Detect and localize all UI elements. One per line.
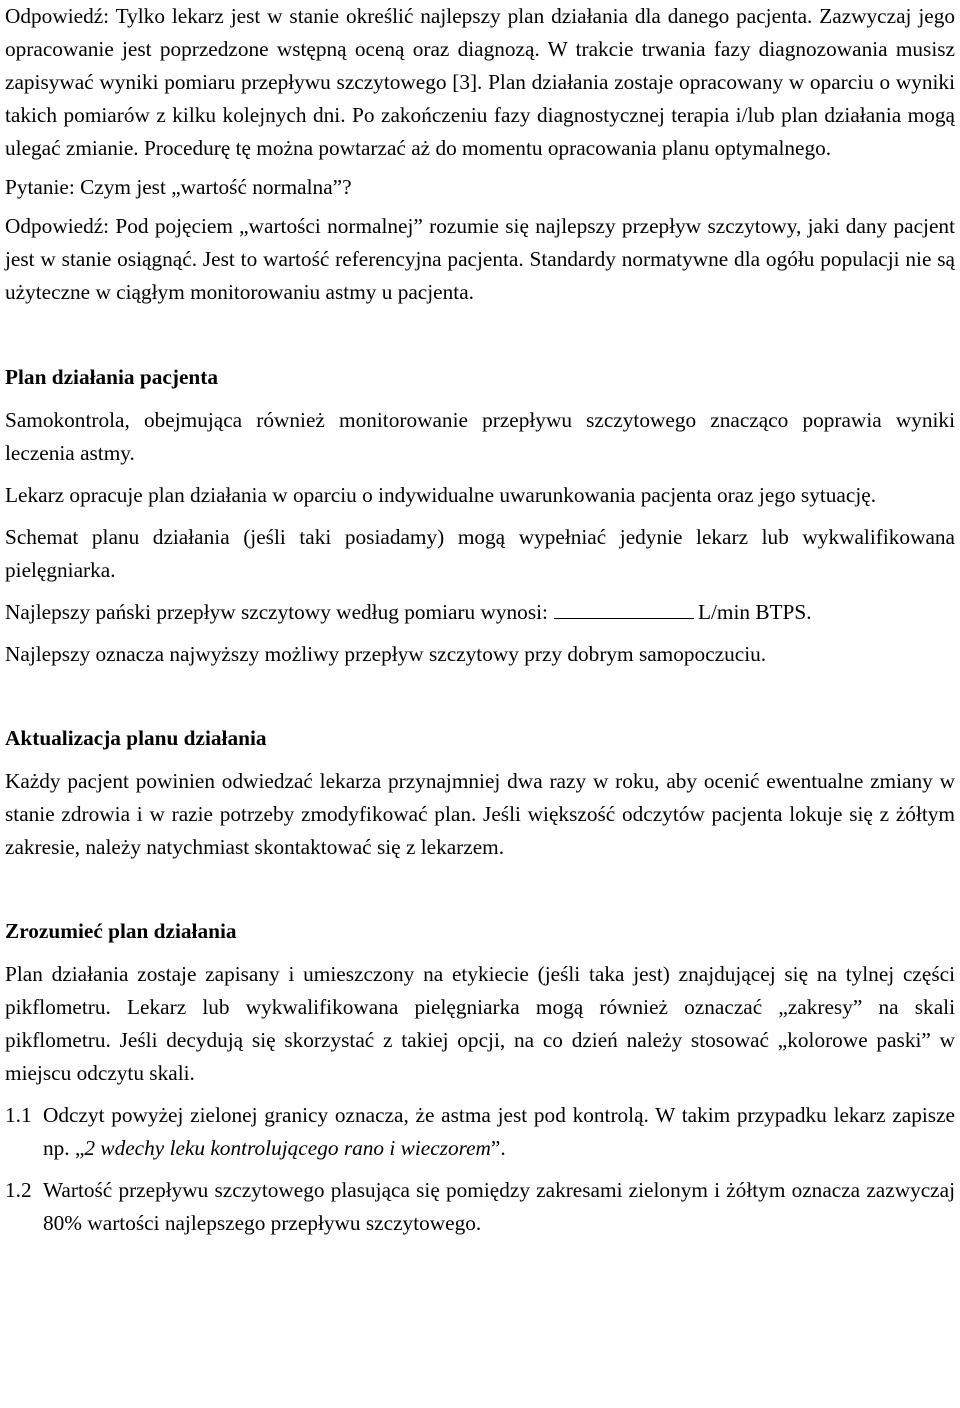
plan-paragraph-3: Schemat planu działania (jeśli taki posiadamy) mogą wypełniać jedynie lekarz lub wykwalifikowana pielęgniarka.	[5, 525, 955, 582]
section-heading-update: Aktualizacja planu działania	[5, 726, 267, 750]
numbered-item	[5, 1099, 955, 1165]
best-flow-blank-field[interactable]	[554, 600, 694, 619]
item-number: 1.1	[5, 1103, 32, 1127]
plan-paragraph-5: Najlepszy oznacza najwyższy możliwy przepływ szczytowy przy dobrym samopoczuciu.	[5, 642, 767, 666]
best-flow-line	[5, 596, 955, 629]
item-number: 1.2	[5, 1178, 32, 1202]
plan-paragraph-2: Lekarz opracuje plan działania w oparciu o indywidualne uwarunkowania pacjenta oraz jego sytuację.	[5, 483, 877, 507]
answer-paragraph: Odpowiedź: Pod pojęciem „wartości normalnej” rozumie się najlepszy przepływ szczytowy, jaki dany pacjent jest w stanie osiągnąć. Jest to wartość referencyjna pacjenta. Standardy normatywne dla ogółu populacji nie są użyteczne w ciągłym monitorowaniu astmy u pacjenta.	[5, 214, 955, 304]
best-flow-unit: L/min BTPS.	[697, 600, 812, 624]
plan-paragraph-1: Samokontrola, obejmująca również monitorowanie przepływu szczytowego znacząco poprawia wyniki leczenia astmy.	[5, 408, 955, 465]
item-text-part: Odczyt powyżej zielonej granicy oznacza, że astma jest pod kontrolą. W takim przypadku lekarz zapisze np. „	[43, 1103, 955, 1160]
update-paragraph: Każdy pacjent powinien odwiedzać lekarza przynajmniej dwa razy w roku, aby ocenić ewentualne zmiany w stanie zdrowia i w razie potrzeby zmodyfikować plan. Jeśli większość odczytów pacjenta lokuje się z żółtym zakresie, należy natychmiast skontaktować się z lekarzem.	[5, 769, 955, 859]
item-text: Wartość przepływu szczytowego plasująca się pomiędzy zakresami zielonym i żółtym oznacza zazwyczaj 80% wartości najlepszego przepływu szczytowego.	[43, 1178, 955, 1235]
question-paragraph: Pytanie: Czym jest „wartość normalna”?	[5, 175, 352, 199]
numbered-item	[5, 1174, 955, 1240]
understand-paragraph: Plan działania zostaje zapisany i umieszczony na etykiecie (jeśli taka jest) znajdującej się na tylnej części pikflometru. Lekarz lub wykwalifikowana pielęgniarka mogą również oznaczać „zakresy” na skali pikflometru. Jeśli decydują się skorzystać z takiej opcji, na co dzień należy stosować „kolorowe paski” w miejscu odczytu skali.	[5, 962, 955, 1085]
best-flow-label: Najlepszy pański przepływ szczytowy według pomiaru wynosi:	[5, 600, 548, 624]
document-page	[5, 0, 955, 1240]
item-text	[43, 1099, 955, 1165]
section-heading-understand: Zrozumieć plan działania	[5, 919, 237, 943]
intro-answer-paragraph: Odpowiedź: Tylko lekarz jest w stanie określić najlepszy plan działania dla danego pacjenta. Zazwyczaj jego opracowanie jest poprzedzone wstępną oceną oraz diagnozą. W trakcie trwania fazy diagnozowania musisz zapisywać wyniki pomiaru przepływu szczytowego [3]. Plan działania zostaje opracowany w oparciu o wyniki takich pomiarów z kilku kolejnych dni. Po zakończeniu fazy diagnostycznej terapia i/lub plan działania mogą ulegać zmianie. Procedurę tę można powtarzać aż do momentu opracowania planu optymalnego.	[5, 4, 955, 160]
item-text-part: ”.	[490, 1136, 506, 1160]
item-text-italic: 2 wdechy leku kontrolującego rano i wieczorem	[84, 1136, 491, 1160]
section-heading-plan: Plan działania pacjenta	[5, 365, 218, 389]
